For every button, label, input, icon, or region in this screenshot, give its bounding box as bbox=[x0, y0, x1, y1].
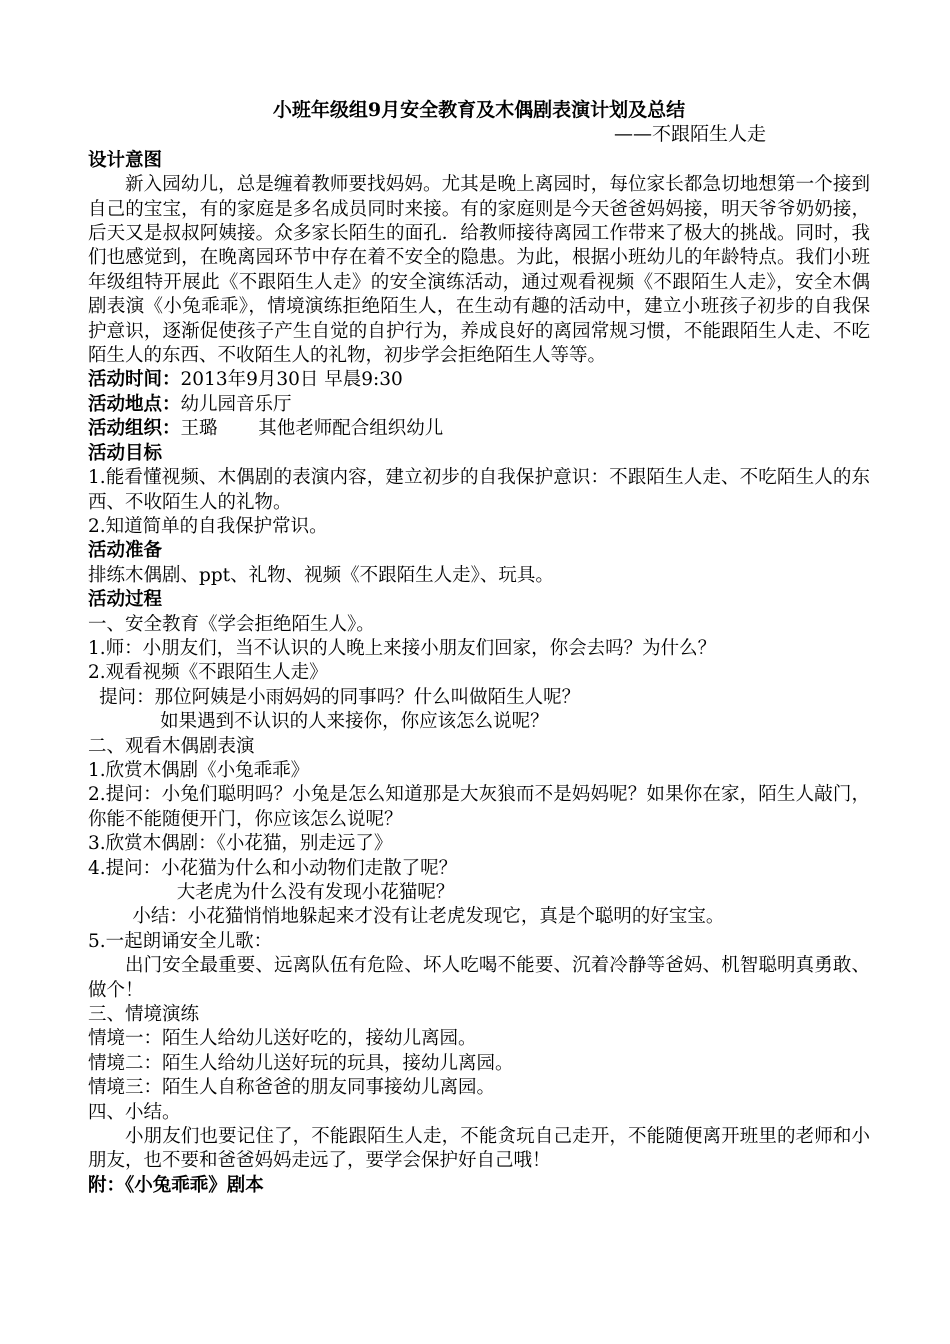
activity-time bbox=[88, 368, 870, 392]
activity-place-label: 活动地点： bbox=[88, 393, 181, 415]
process-step: 3.欣赏木偶剧：《小花猫，别走远了》 bbox=[88, 833, 393, 855]
activity-time-label: 活动时间： bbox=[88, 369, 181, 391]
process-step: 1.师：小朋友们，当不认识的人晚上来接小朋友们回家，你会去吗？为什么？ bbox=[88, 637, 717, 659]
document-title: 小班年级组9月安全教育及木偶剧表演计划及总结 bbox=[272, 99, 686, 121]
process-step: 2.观看视频《不跟陌生人走》 bbox=[88, 662, 328, 684]
process-part-2: 二、观看木偶剧表演 bbox=[88, 735, 255, 757]
scenario-item: 情境三：陌生人自称爸爸的朋友同事接幼儿离园。 bbox=[88, 1077, 496, 1099]
summary-paragraph: 小朋友们也要记住了，不能跟陌生人走，不能贪玩自己走开，不能随便离开班里的老师和小朋友，也不要和爸爸妈妈走远了，要学会保护好自己哦！ bbox=[88, 1126, 870, 1172]
goal-item: 1.能看懂视频、木偶剧的表演内容，建立初步的自我保护意识：不跟陌生人走、不吃陌生人的东西、不收陌生人的礼物。 bbox=[88, 467, 870, 513]
prep-text: 排练木偶剧、ppt、礼物、视频《不跟陌生人走》、玩具。 bbox=[88, 564, 554, 586]
activity-organizer bbox=[88, 417, 870, 441]
activity-time-value: 2013年9月30日 早晨9:30 bbox=[180, 369, 403, 391]
scenario-item: 情境一：陌生人给幼儿送好吃的，接幼儿离园。 bbox=[88, 1028, 477, 1050]
activity-place-value: 幼儿园音乐厅 bbox=[180, 393, 292, 415]
process-step: 2.提问：小兔们聪明吗？小兔是怎么知道那是大灰狼而不是妈妈呢？如果你在家，陌生人敲门，你能不能随便开门，你应该怎么说呢？ bbox=[88, 784, 870, 830]
section-heading-process: 活动过程 bbox=[88, 589, 163, 611]
process-summary: 小结：小花猫悄悄地躲起来才没有让老虎发现它，真是个聪明的好宝宝。 bbox=[132, 906, 725, 928]
goal-item: 2.知道简单的自我保护常识。 bbox=[88, 515, 328, 537]
process-step: 4.提问：小花猫为什么和小动物们走散了呢？ bbox=[88, 857, 458, 879]
process-step: 5.一起朗诵安全儿歌： bbox=[88, 930, 273, 952]
process-part-4: 四、小结。 bbox=[88, 1101, 181, 1123]
process-part-1: 一、安全教育《学会拒绝陌生人》。 bbox=[88, 613, 375, 635]
process-question: 如果遇到不认识的人来接你，你应该怎么说呢？ bbox=[160, 711, 549, 733]
activity-place bbox=[88, 393, 870, 417]
document-subtitle: ——不跟陌生人走 bbox=[613, 123, 766, 146]
safety-rhyme: 出门安全最重要、远离队伍有危险、坏人吃喝不能要、沉着冷静等爸妈、机智聪明真勇敢、做个！ bbox=[88, 955, 870, 1001]
section-heading-goals: 活动目标 bbox=[88, 442, 163, 464]
scenario-item: 情境二：陌生人给幼儿送好玩的玩具，接幼儿离园。 bbox=[88, 1052, 514, 1074]
activity-organizer-name: 王璐 bbox=[180, 418, 218, 440]
process-question: 提问：那位阿姨是小雨妈妈的同事吗？什么叫做陌生人呢？ bbox=[99, 686, 581, 708]
process-step: 1.欣赏木偶剧《小兔乖乖》 bbox=[88, 759, 310, 781]
appendix-heading: 附：《小兔乖乖》剧本 bbox=[88, 1174, 264, 1196]
process-question: 大老虎为什么没有发现小花猫呢？ bbox=[176, 882, 455, 903]
process-part-3: 三、情境演练 bbox=[88, 1004, 200, 1026]
section-heading-design: 设计意图 bbox=[88, 149, 163, 171]
activity-organizer-others: 其他老师配合组织幼儿 bbox=[258, 418, 444, 440]
design-paragraph: 新入园幼儿，总是缠着教师要找妈妈。尤其是晚上离园时，每位家长都急切地想第一个接到自己的宝宝，有的家庭是多名成员同时来接。有的家庭则是今天爸爸妈妈接，明天爷爷奶奶接，后天又是叔叔阿姨接。众多家长陌生的面孔．给教师接待离园工作带来了极大的挑战。同时，我们也感觉到，在晚离园环节中存在着不安全的隐患。为此，根据小班幼儿的年龄特点。我们小班年级组特开展此《不跟陌生人走》的安全演练活动，通过观看视频《不跟陌生人走》，安全木偶剧表演《小兔乖乖》，情境演练拒绝陌生人，在生动有趣的活动中，建立小班孩子初步的自我保护意识，逐渐促使孩子产生自觉的自护行为，养成良好的离园常规习惯，不能跟陌生人走、不吃陌生人的东西、不收陌生人的礼物，初步学会拒绝陌生人等等。 bbox=[88, 174, 870, 367]
section-heading-prep: 活动准备 bbox=[88, 540, 163, 562]
activity-organizer-label: 活动组织： bbox=[88, 418, 181, 440]
